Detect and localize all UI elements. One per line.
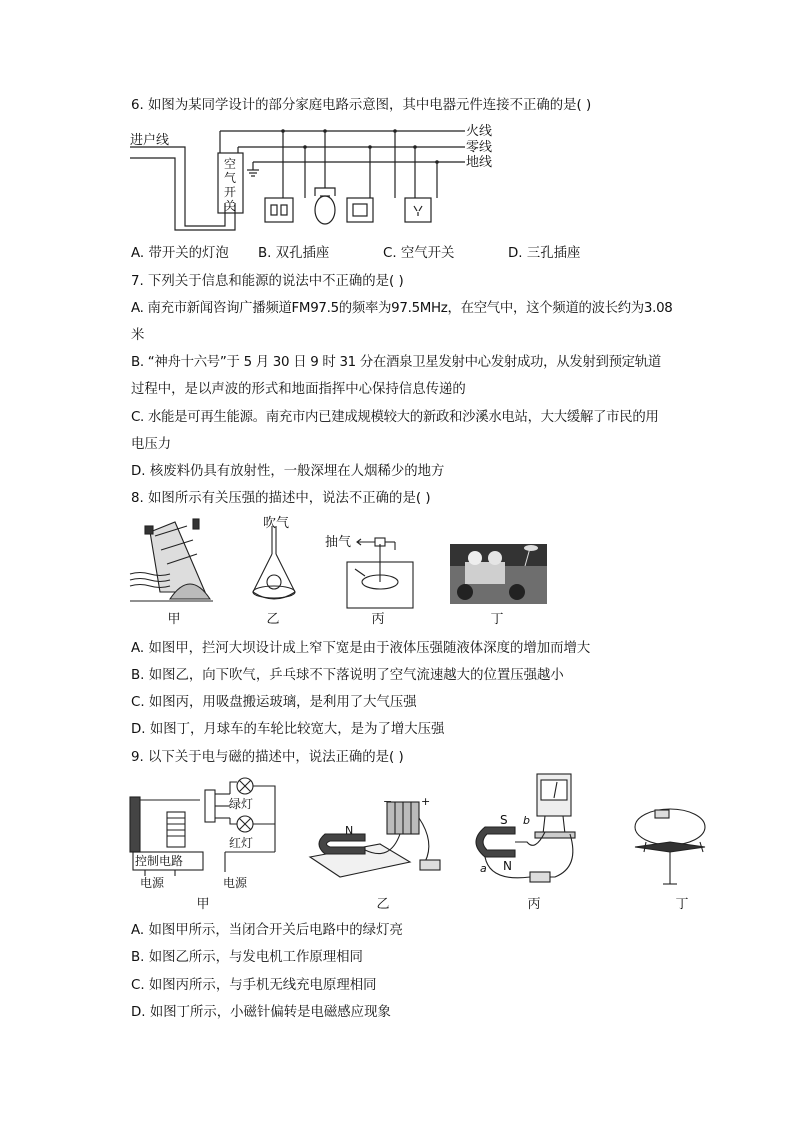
suction-figure [347, 538, 413, 608]
q9-caption-ding: 丁 [675, 897, 689, 912]
blow-label: 吹气 [263, 516, 290, 531]
generator-figure [476, 774, 575, 882]
q9-caption-jia: 甲 [196, 897, 210, 912]
red-light-label: 红灯 [229, 836, 254, 850]
point-a-label: a [480, 862, 487, 875]
q8-option-b: B. 如图乙，向下吹气，乒乓球不下落说明了空气流速越大的位置压强越小 [131, 668, 564, 683]
question-6-stem: 6. 如图为某同学设计的部分家庭电路示意图，其中电器元件连接不正确的是( ) [131, 98, 592, 113]
entry-label: 进户线 [130, 133, 170, 148]
breaker-char-2: 气 [224, 171, 237, 185]
q7-option-a-line1: A. 南充市新闻咨询广播频道FM97.5的频率为97.5MHz，在空气中，这个频道的波长约为3.08 [131, 301, 673, 316]
q6-option-b: B. 双孔插座 [258, 246, 330, 261]
q9-option-a: A. 如图甲所示，当闭合开关后电路中的绿灯亮 [131, 923, 403, 938]
breaker-char-3: 开 [224, 185, 237, 199]
q6-option-c: C. 空气开关 [383, 246, 455, 261]
q8-caption-ding: 丁 [490, 612, 504, 627]
q7-option-c-line1: C. 水能是可再生能源。南充市内已建成规模较大的新政和沙溪水电站，大大缓解了市民的用 [131, 410, 659, 425]
zero-wire-label: 零线 [466, 140, 493, 155]
q9-option-d: D. 如图丁所示，小磁针偏转是电磁感应现象 [131, 1005, 391, 1020]
pump-label: 抽气 [325, 535, 352, 550]
q6-option-a: A. 带开关的灯泡 [131, 246, 229, 261]
q7-option-b-line1: B. “神舟十六号”于 5 月 30 日 9 时 31 分在酒泉卫星发射中心发射成功，从发射到预定轨道 [131, 355, 661, 370]
q7-option-b-line2: 过程中，是以声波的形式和地面指挥中心保持信息传递的 [131, 382, 466, 397]
green-light-label: 绿灯 [229, 797, 254, 811]
q9-option-c: C. 如图丙所示，与手机无线充电原理相同 [131, 978, 377, 993]
q9-caption-yi: 乙 [376, 897, 390, 912]
source2-label: 电源 [223, 876, 248, 890]
q9-caption-bing: 丙 [527, 897, 541, 912]
question-9-stem: 9. 以下关于电与磁的描述中，说法正确的是( ) [131, 750, 404, 765]
q8-option-c: C. 如图丙，用吸盘搬运玻璃，是利用了大气压强 [131, 695, 417, 710]
oersted-figure [635, 809, 705, 884]
control-circuit-label: 控制电路 [135, 854, 184, 868]
dam-figure [130, 519, 213, 601]
svg-text:N: N [345, 824, 354, 837]
breaker-char-4: 关 [224, 199, 237, 213]
q7-option-a-line2: 米 [131, 328, 145, 343]
source1-label: 电源 [140, 876, 165, 890]
motor-figure [310, 802, 440, 877]
q9-option-b: B. 如图乙所示，与发电机工作原理相同 [131, 950, 363, 965]
q8-caption-jia: 甲 [167, 612, 181, 627]
svg-text:+: + [421, 795, 431, 808]
svg-text:−: − [383, 795, 393, 808]
q8-option-a: A. 如图甲，拦河大坝设计成上窄下宽是由于液体压强随液体深度的增加而增大 [131, 641, 591, 656]
q6-circuit-figure [125, 118, 505, 233]
q7-option-c-line2: 电压力 [131, 437, 172, 452]
question-8-stem: 8. 如图所示有关压强的描述中，说法不正确的是( ) [131, 491, 431, 506]
question-7-stem: 7. 下列关于信息和能源的说法中不正确的是( ) [131, 274, 404, 289]
n-pole-label: N [503, 859, 512, 873]
funnel-figure [253, 526, 295, 599]
fire-wire-label: 火线 [466, 124, 493, 139]
q7-option-d: D. 核废料仍具有放射性，一般深埋在人烟稀少的地方 [131, 464, 445, 479]
lunar-rover-photo [450, 544, 547, 604]
q8-caption-yi: 乙 [266, 612, 280, 627]
s-pole-label: S [500, 813, 508, 827]
q8-option-d: D. 如图丁，月球车的车轮比较宽大，是为了增大压强 [131, 722, 445, 737]
q8-caption-bing: 丙 [371, 612, 385, 627]
point-b-label: b [523, 814, 530, 827]
breaker-char-1: 空 [224, 157, 237, 171]
q6-option-d: D. 三孔插座 [508, 246, 581, 261]
q9-figures [125, 772, 725, 897]
ground-wire-label: 地线 [466, 155, 493, 170]
